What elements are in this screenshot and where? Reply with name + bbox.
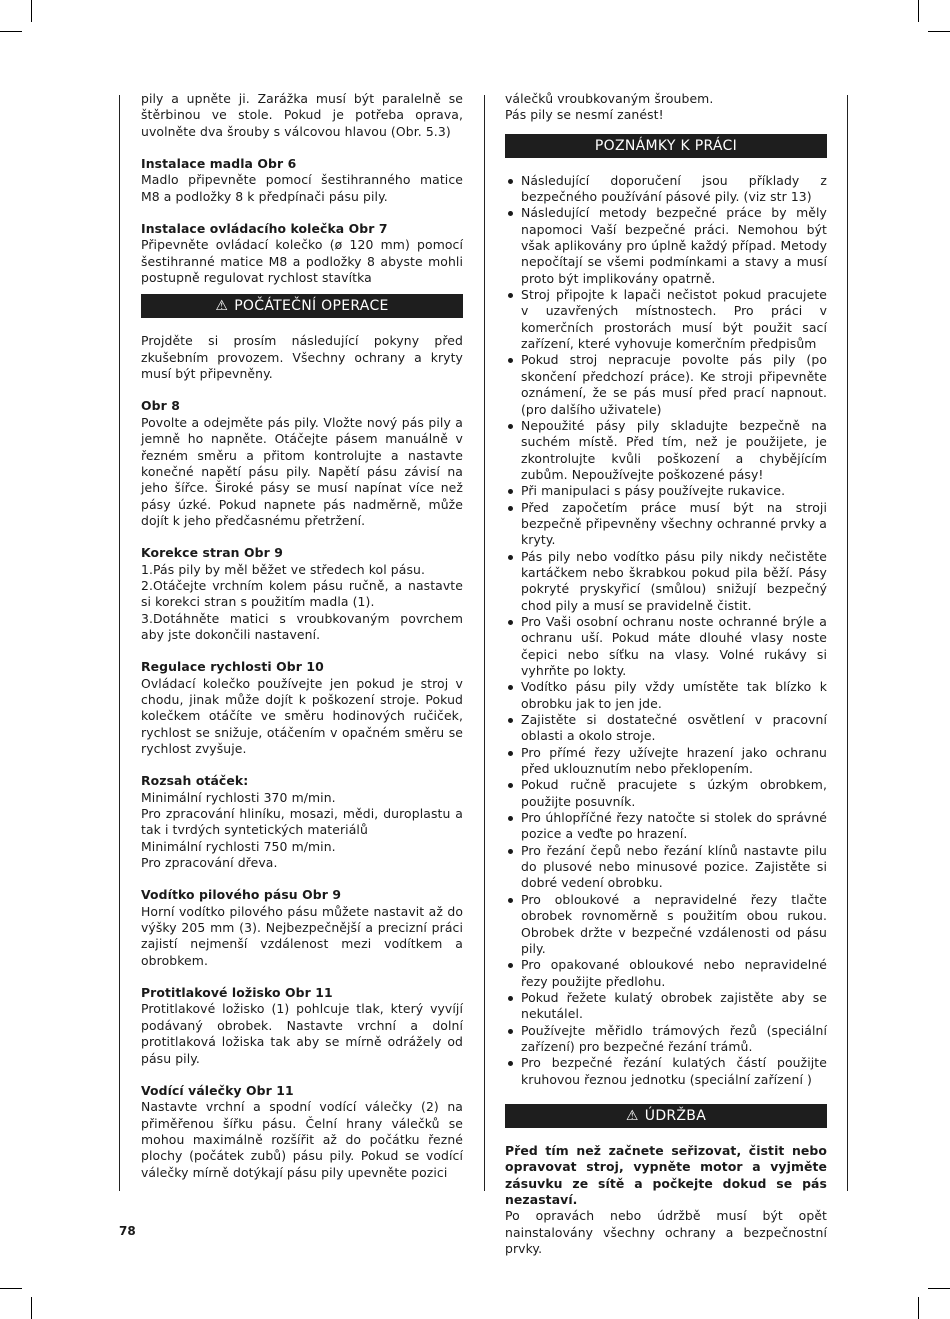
wheel-text: Připevněte ovládací kolečko (ø 120 mm) pomocí šestihranné matice M8 a podložky 8 abyste mohli postupně regulovat rychlost stavítka: [141, 237, 463, 286]
initial-operations-title: POČÁTEČNÍ OPERACE: [234, 298, 389, 315]
crop-mark: [928, 31, 950, 32]
guide-heading: Vodítko pilového pásu Obr 9: [141, 887, 342, 903]
initial-operations-text: Projděte si prosím následující pokyny před zkušebním provozem. Všechny ochrany a kryty musí být připevněny.: [141, 333, 463, 382]
list-item: Pro řezání čepů nebo řezání klínů nastavte pilu do plusové nebo minusové pozice. Zajistěte si dobré vedení obrobku.: [505, 843, 827, 892]
right-column-rule: [847, 95, 848, 1191]
left-column-rule: [119, 95, 120, 1191]
maintenance-warning: Před tím než začnete seřizovat, čistit nebo opravovat stroj, vypněte motor a vyjměte zásuvku ze sítě a počkejte dokud se pás nezastaví.: [505, 1142, 827, 1207]
speed-text: Ovládací kolečko používejte jen pokud je stroj v chodu, jinak může dojít k poškození stroje. Pokud kolečkem otáčíte ve směru hodinových ručiček, rychlost se snižuje, otáčením v opačném směru se rychlost zvyšuje.: [141, 675, 463, 756]
list-item: Následující doporučení jsou příklady z bezpečného používání pásové pily. (viz str 13): [505, 173, 827, 206]
initial-operations-bar: [141, 294, 463, 318]
list-item: Pro Vaši osobní ochranu noste ochranné brýle a ochranu uší. Pokud máte dlouhé vlasy noste čepici nebo síťku na vlasy. Volné rukávy si vyhrňte po lokty.: [505, 614, 827, 679]
maintenance-text: Po opravách nebo údržbě musí být opět nainstalovány všechny ochrany a bezpečnostní prvky.: [505, 1208, 827, 1256]
thrust-bearing-text: Protitlakové ložisko (1) pohlcuje tlak, který vyvíjí podávaný obrobek. Nastavte vrchní a dolní protitlaková ložiska tak aby se mírně odrážely od pásu pily.: [141, 1001, 463, 1066]
crop-mark: [918, 1297, 919, 1319]
center-column-rule: [484, 95, 485, 1191]
fig8-heading: Obr 8: [141, 398, 180, 414]
work-notes-list: [505, 173, 827, 1088]
list-item: Pro opakované obloukové nebo nepravidelné řezy použijte předlohu.: [505, 957, 827, 990]
rpm-line: Pro zpracování hliníku, mosazi, mědi, duroplastu a tak i tvrdých syntetických materiálů: [141, 806, 463, 838]
list-item: Pro bezpečné řezání kulatých částí použijte kruhovou řeznou jednotku (speciální zařízení ): [505, 1055, 827, 1088]
intro-paragraph: pily a upněte ji. Zarážka musí být paralelně se štěrbinou ve stole. Pokud je potřeba oprava, uvolněte dva šrouby s válcovou hlavou (Obr. 5.3): [141, 91, 463, 139]
rpm-line: Minimální rychlosti 750 m/min.: [141, 838, 336, 854]
work-notes-bar: [505, 134, 827, 158]
crop-mark: [928, 1288, 950, 1289]
list-item: Pro obloukové a nepravidelné řezy tlačte obrobek rovnoměrně s použitím obou rukou. Obrobek držte v bezpečné vzdálenosti od pásu pily.: [505, 892, 827, 957]
list-item: Pás pily nebo vodítko pásu pily nikdy nečistěte kartáčkem nebo škrabkou pokud pila běží. Pásy pokryté pryskyřicí (smůlou) snižují bezpečný chod pily a musí se pravidelně čistit.: [505, 549, 827, 614]
left-column: [141, 91, 463, 1181]
crop-mark: [0, 1288, 22, 1289]
list-item: Pokud řežete kulatý obrobek zajistěte aby se nekutálel.: [505, 990, 827, 1023]
handle-heading: Instalace madla Obr 6: [141, 156, 297, 172]
list-item: Následující metody bezpečné práce by měly napomoci Vaší bezpečné práci. Nemohou být však aplikovány pro úplně každý případ. Metody nepočítají se všemi podmínkami a stavy a musí proto být implikovány opatrně.: [505, 205, 827, 287]
list-item: Zajistěte si dostatečné osvětlení v pracovní oblasti a okolo stroje.: [505, 712, 827, 745]
warning-triangle-icon: ⚠: [625, 1107, 639, 1124]
list-item: Pro přímé řezy užívejte hrazení jako ochranu před uklouznutím nebo překlopením.: [505, 745, 827, 778]
wheel-heading: Instalace ovládacího kolečka Obr 7: [141, 221, 388, 237]
tracking-step: 2.Otáčejte vrchním kolem pásu ručně, a nastavte si korekci stran s použitím madla (1).: [141, 577, 463, 610]
tracking-heading: Korekce stran Obr 9: [141, 545, 283, 561]
rpm-line: Pro zpracování dřeva.: [141, 855, 278, 871]
rpm-line: Minimální rychlosti 370 m/min.: [141, 789, 336, 805]
rpm-heading: Rozsah otáček:: [141, 773, 249, 789]
thrust-bearing-heading: Protitlakové ložisko Obr 11: [141, 985, 333, 1001]
list-item: Vodítko pásu pily vždy umístěte tak blízko k obrobku jak to jen jde.: [505, 679, 827, 712]
right-column: [505, 91, 827, 1257]
list-item: Při manipulaci s pásy používejte rukavice.: [505, 483, 827, 499]
crop-mark: [0, 31, 22, 32]
crop-mark: [31, 1297, 32, 1319]
list-item: Stroj připojte k lapači nečistot pokud pracujete v uzavřených místnostech. Pro práci v komerčních prostorách musí být použit sací zařízení, které vyhovuje komerčním předpisům: [505, 287, 827, 352]
work-notes-title: POZNÁMKY K PRÁCI: [594, 137, 738, 154]
page-number: 78: [119, 1224, 136, 1238]
list-item: Pokud ručně pracujete s úzkým obrobkem, použijte posuvník.: [505, 777, 827, 810]
guide-text: Horní vodítko pilového pásu můžete nastavit až do výšky 205 mm (3). Nejbezpečnější a precizní práci zajistí nejmenší vzdálenost mezi vodítkem a obrobkem.: [141, 903, 463, 968]
rollers-text: Nastavte vrchní a spodní vodící válečky (2) na přiměřenou šířku pásu. Čelní hrany válečků se mohou maximálně rozšířit až do počátku řezné plochy (počátek zubů) pásu pily. Pokud se vodící válečky mírně dotýkají pásu pily upevněte pozici: [141, 1099, 463, 1180]
crop-mark: [918, 0, 919, 22]
list-item: Pro úhlopříčné řezy natočte si stolek do správné pozice a veďte po hrazení.: [505, 810, 827, 843]
list-item: Nepoužité pásy pily skladujte bezpečně na suchém místě. Před tím, než je použijete, je zkontrolujte kvůli poškození a chybějícím zubům. Nepoužívejte poškozené pásy!: [505, 418, 827, 483]
crop-mark: [31, 0, 32, 22]
list-item: Používejte měřidlo trámových řezů (speciální zařízení) pro bezpečné řezání trámů.: [505, 1023, 827, 1056]
speed-heading: Regulace rychlosti Obr 10: [141, 659, 324, 675]
tracking-step: 1.Pás pily by měl běžet ve středech kol pásu.: [141, 561, 426, 577]
continuation-line: Pás pily se nesmí zanést!: [505, 107, 664, 123]
list-item: Pokud stroj nepracuje povolte pás pily (po skončení předchozí práce). Ke stroji připevněte oznámení, že se pás musí před prací napnout.(pro dalšího uživatele): [505, 352, 827, 417]
tracking-step: 3.Dotáhněte matici s vroubkovaným povrchem aby jste dokončili nastavení.: [141, 610, 463, 642]
warning-triangle-icon: ⚠: [215, 298, 229, 315]
continuation-line: válečků vroubkovaným šroubem.: [505, 91, 714, 106]
rollers-heading: Vodící válečky Obr 11: [141, 1082, 294, 1098]
handle-text: Madlo připevněte pomocí šestihranného matice M8 a podložky 8 k předpínači pásu pily.: [141, 172, 463, 204]
maintenance-title: ÚDRŽBA: [644, 1107, 707, 1124]
maintenance-bar: [505, 1104, 827, 1128]
list-item: Před započetím práce musí být na stroji bezpečně připevněny všechny ochranné prvky a kryty.: [505, 500, 827, 549]
fig8-text: Povolte a odejměte pás pily. Vložte nový pás pily a jemně ho napněte. Otáčejte pásem manuálně v řezném směru a přitom kontrolujte a nastavte konečné napětí pásu pily. Napětí pásu závisí na jeho šířce. Široké pásy se musí napínat více než pásy úzké. Pokud napnete pás nadměrně, může dojít k jeho předčasnému přetržení.: [141, 414, 463, 528]
